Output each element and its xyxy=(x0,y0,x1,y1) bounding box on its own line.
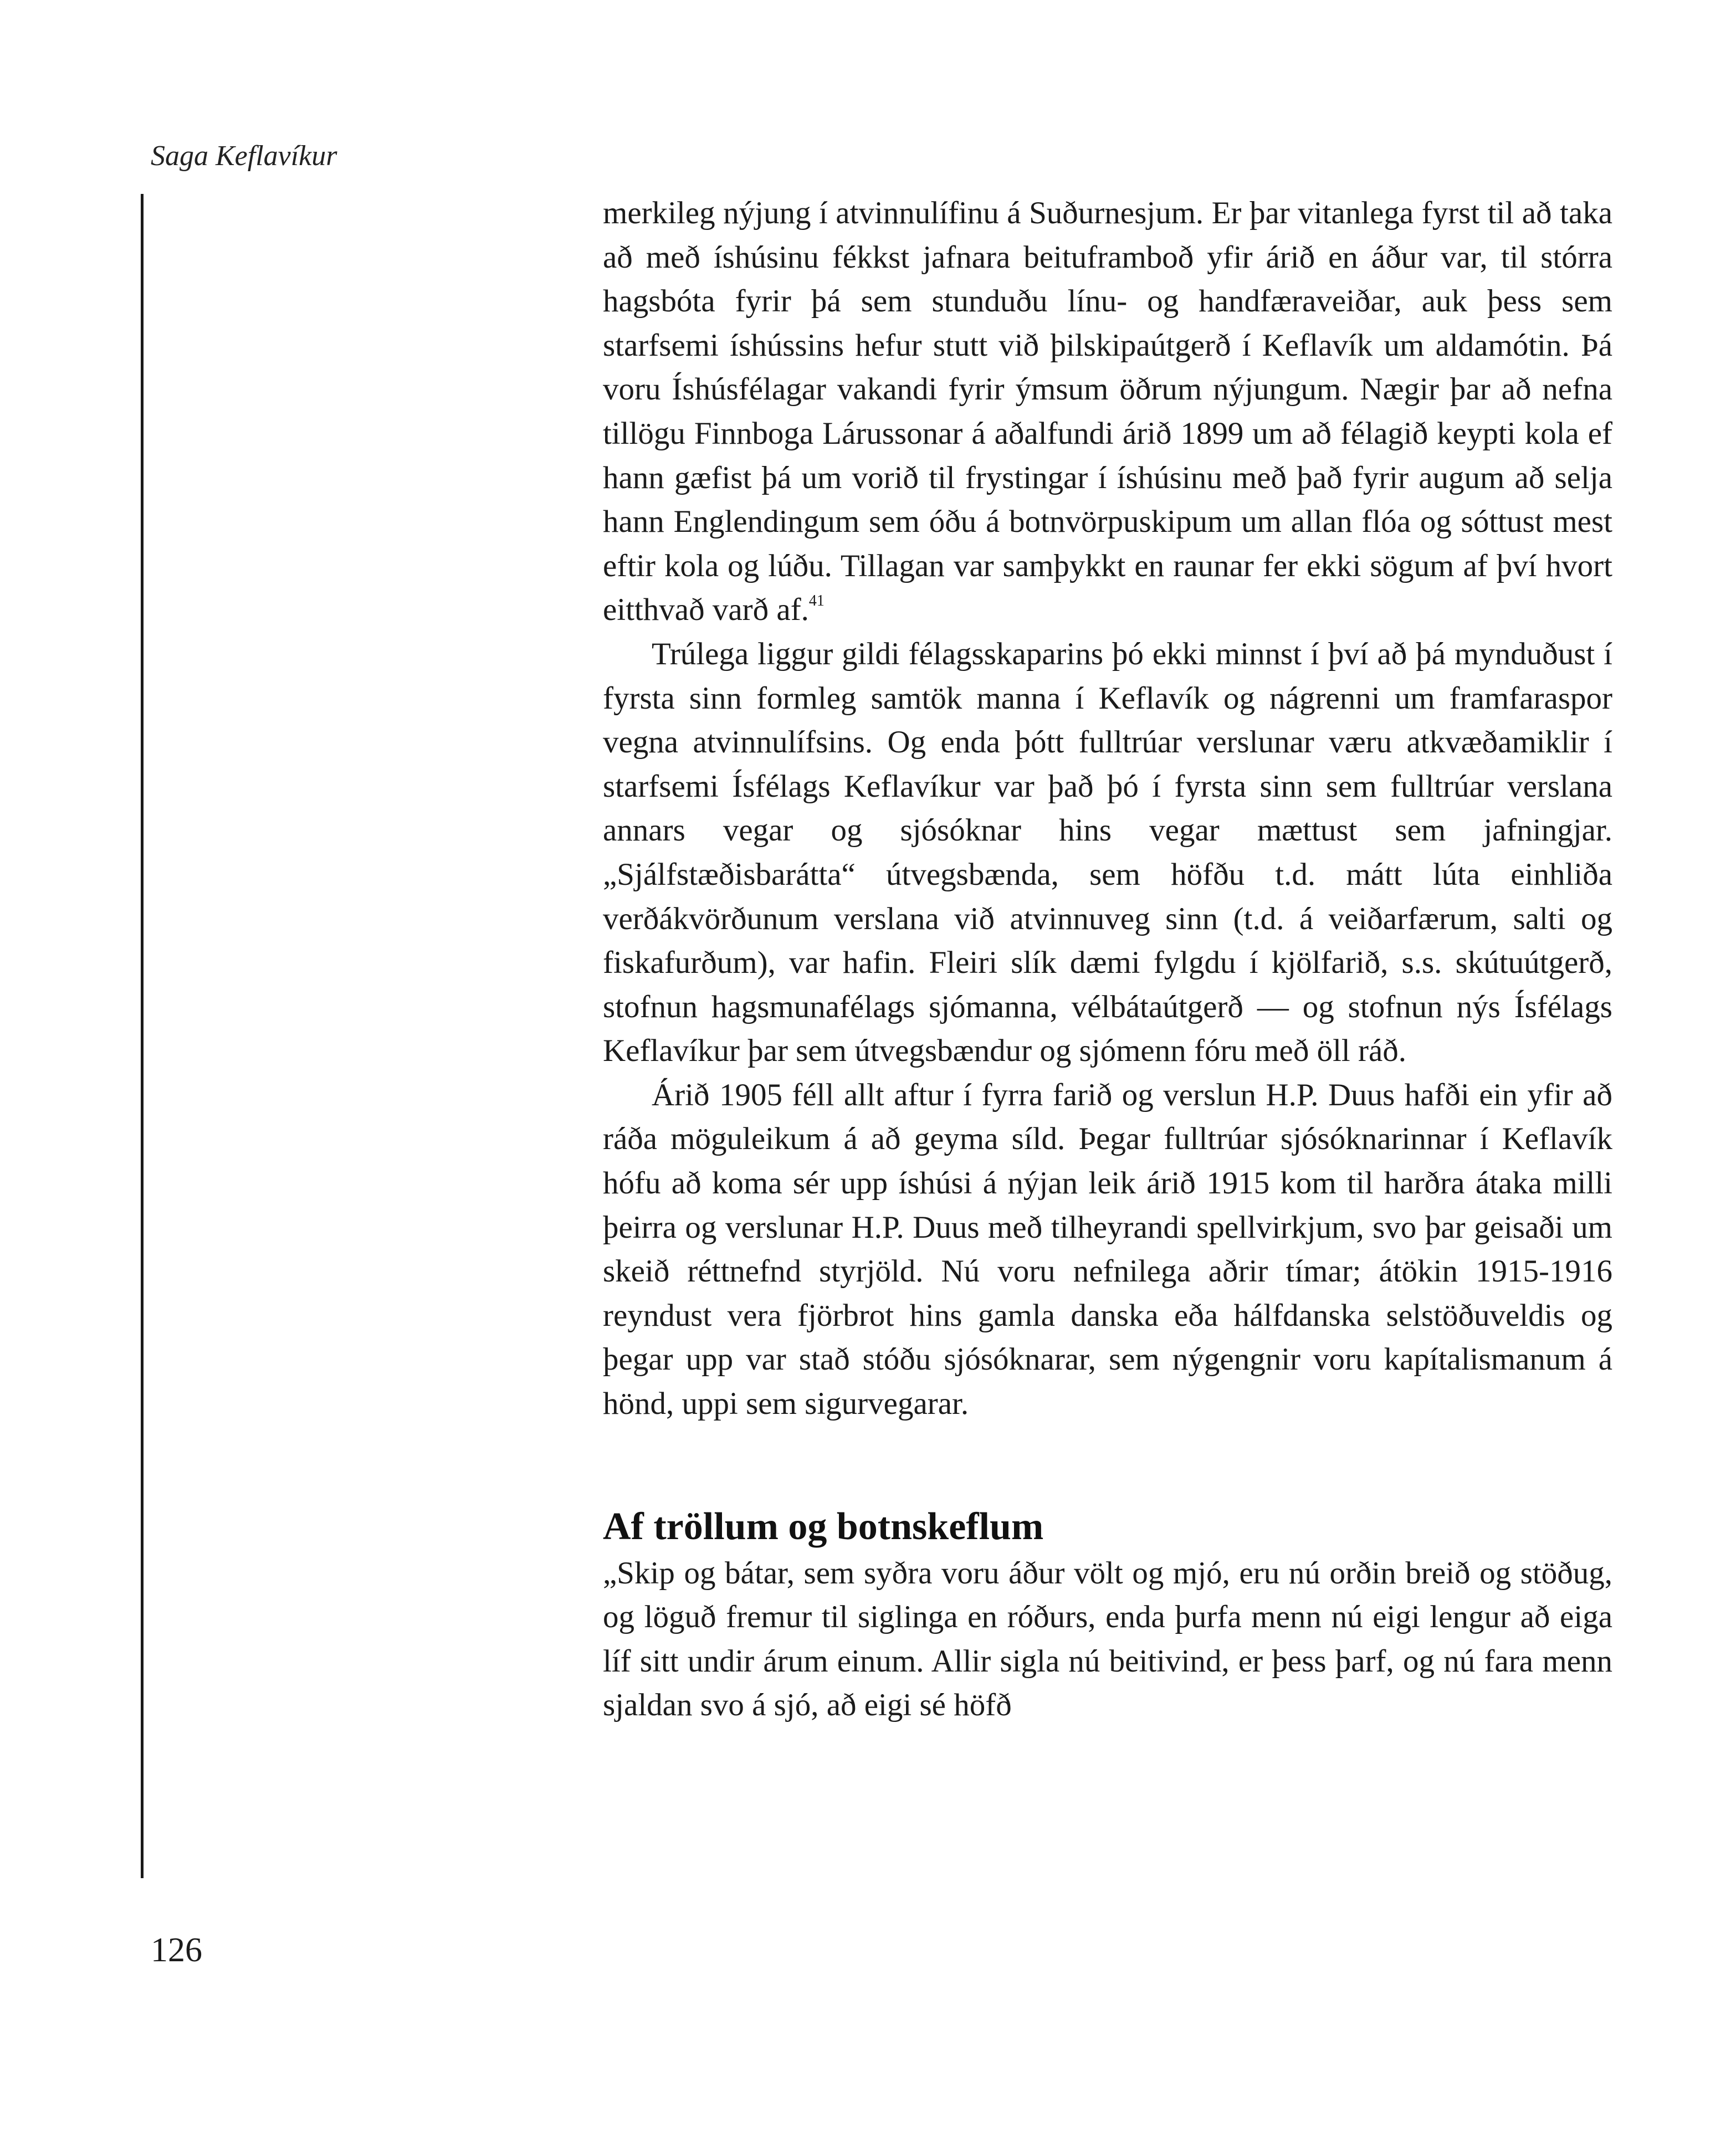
text-column xyxy=(603,191,1612,1727)
section-paragraph: „Skip og bátar, sem syðra voru áður völt og mjó, eru nú orðin breið og stöðug, og löguð fremur til siglinga en róðurs, enda þurfa menn nú eigi lengur að eiga líf sitt undir árum einum. Allir sigla nú beitivind, er þess þarf, og nú fara menn sjaldan svo á sjó, að eigi sé höfð xyxy=(603,1555,1612,1723)
page-number: 126 xyxy=(151,1931,202,1969)
running-head: Saga Keflavíkur xyxy=(151,140,337,172)
section-heading: Af tröllum og botnskeflum xyxy=(603,1505,1044,1548)
footnote-ref[interactable]: 41 xyxy=(808,592,825,610)
paragraph-3: Árið 1905 féll allt aftur í fyrra farið og verslun H.P. Duus hafði ein yfir að ráða möguleikum á að geyma síld. Þegar fulltrúar sjósóknarinnar í Keflavík hófu að koma sér upp íshúsi á nýjan leik árið 1915 kom til harðra átaka milli þeirra og verslunar H.P. Duus með tilheyrandi spellvirkjum, svo þar geisaði um skeið réttnefnd styrjöld. Nú voru nefnilega aðrir tímar; átökin 1915-1916 reyndust vera fjörbrot hins gamla danska eða hálfdanska selstöðuveldis og þegar upp var stað stóðu sjósóknarar, sem nýgengnir voru kapítalismanum á hönd, uppi sem sigurvegarar. xyxy=(603,1077,1612,1422)
paragraph-1 xyxy=(603,191,1612,632)
paragraph-1-text: merkileg nýjung í atvinnulífinu á Suðurnesjum. Er þar vitanlega fyrst til að taka að með íshúsinu fékkst jafnara beituframboð yfir árið en áður var, til stórra hagsbóta fyrir þá sem stunduðu línu- og handfæraveiðar, auk þess sem starfsemi íshússins hefur stutt við þilskipaútgerð í Keflavík um aldamótin. Þá voru Íshúsfélagar vakandi fyrir ýmsum öðrum nýjungum. Nægir þar að nefna tillögu Finnboga Lárussonar á aðalfundi árið 1899 um að félagið keypti kola ef hann gæfist þá um vorið til frystingar í íshúsinu með það fyrir augum að selja hann Englendingum sem óðu á botnvörpuskipum um allan flóa og sóttust mest eftir kola og lúðu. Tillagan var samþykkt en raunar fer ekki sögum af því hvort eitthvað varð af. xyxy=(603,196,1612,628)
margin-rule xyxy=(141,194,144,1878)
paragraph-2: Trúlega liggur gildi félagsskaparins þó ekki minnst í því að þá mynduðust í fyrsta sinn formleg samtök manna í Keflavík og nágrenni um framfaraspor vegna atvinnulífsins. Og enda þótt fulltrúar verslunar væru atkvæðamiklir í starfsemi Ísfélags Keflavíkur var það þó í fyrsta sinn sem fulltrúar verslana annars vegar og sjósóknar hins vegar mættust sem jafningjar. „Sjálfstæðisbarátta“ útvegsbænda, sem höfðu t.d. mátt lúta einhliða verðákvörðunum verslana við atvinnuveg sinn (t.d. á veiðarfærum, salti og fiskafurðum), var hafin. Fleiri slík dæmi fylgdu í kjölfarið, s.s. skútuútgerð, stofnun hagsmunafélags sjómanna, vélbátaútgerð — og stofnun nýs Ísfélags Keflavíkur þar sem útvegsbændur og sjómenn fóru með öll ráð. xyxy=(603,636,1612,1069)
